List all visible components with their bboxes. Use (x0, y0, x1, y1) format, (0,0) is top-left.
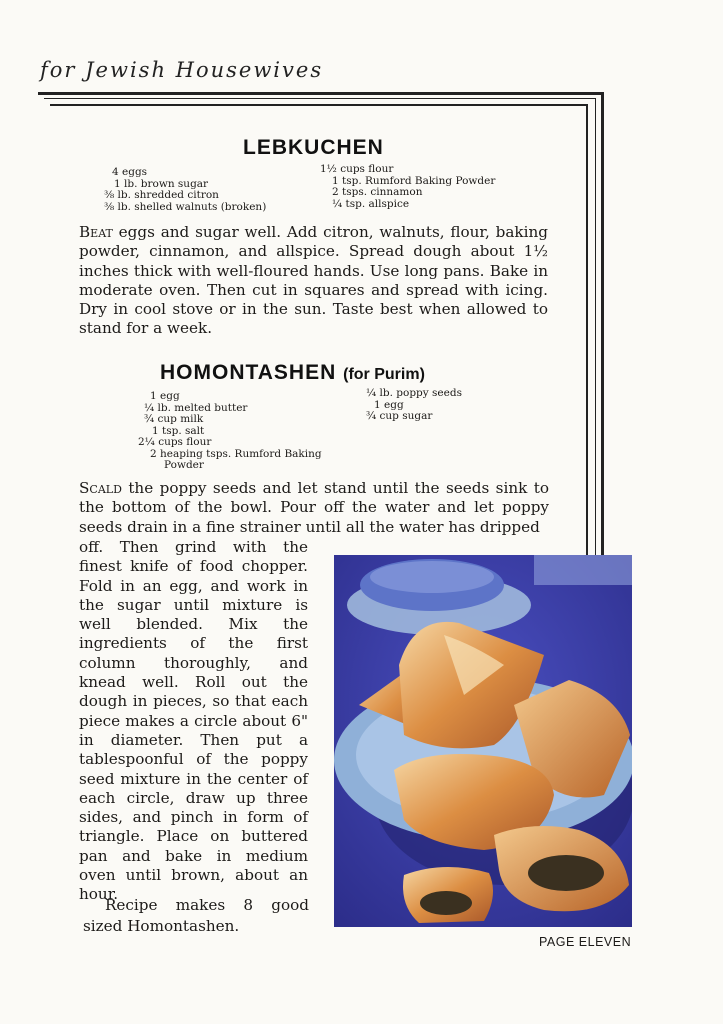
homontashen-subtitle: (for Purim) (343, 366, 425, 383)
lead-word: Scald (79, 479, 122, 497)
lebkuchen-ingredients-right (320, 164, 495, 210)
method-text: the poppy seeds and let stand until the seeds sink to the bottom of the bowl. Pour off the water and let poppy seeds drain in a fine strainer until all the water has dripped (79, 479, 549, 536)
method-text: eggs and sugar well. Add citron, walnuts, flour, baking powder, cinnamon, and allspice. Spread dough about 1½ inches thick with well-floured hands. Use long pans. Bake in moderate oven. Then cut in squares and spread with icing. Dry in cool stove or in the sun. Taste best when allowed to stand for a week. (79, 223, 548, 338)
pastry-plate-illustration (334, 555, 632, 927)
ingredient-line: 2 heaping tsps. Rumford Baking (150, 447, 322, 460)
ingredient-line: ⅜ lb. shelled walnuts (broken) (104, 200, 267, 213)
ingredient-line: 1 egg (374, 398, 404, 411)
ingredient-line: 1½ cups flour (320, 163, 394, 175)
ingredient-line: ¼ tsp. allspice (332, 197, 410, 210)
ingredient-line: 1 tsp. salt (152, 424, 205, 437)
homontashen-method-wide (79, 479, 549, 537)
ingredient-line: ¼ lb. melted butter (144, 401, 248, 414)
ingredient-line: 2¼ cups flour (138, 436, 212, 448)
ingredient-line: ¾ cup milk (144, 413, 204, 425)
ingredient-line: 1 egg (150, 390, 180, 402)
ingredient-line: 1 tsp. Rumford Baking Powder (332, 174, 496, 187)
ingredient-line: 4 eggs (112, 166, 148, 178)
yield-text: Recipe makes 8 good sized Homontashen. (83, 896, 309, 935)
ingredient-line: 1 lb. brown sugar (114, 177, 209, 190)
ingredient-line: ¼ lb. poppy seeds (366, 387, 462, 399)
ingredient-line: ⅜ lb. shredded citron (104, 189, 219, 201)
homontashen-ingredients-right (366, 388, 462, 423)
homontashen-title (160, 361, 425, 385)
ingredient-line: Powder (164, 459, 204, 471)
ingredient-line: ¾ cup sugar (366, 410, 433, 422)
lebkuchen-title: LEBKUCHEN (243, 136, 384, 159)
lebkuchen-method (79, 223, 548, 339)
recipe-yield (83, 895, 309, 937)
page-number: PAGE ELEVEN (539, 935, 632, 949)
ingredient-line: 2 tsps. cinnamon (332, 186, 423, 198)
page-header: for Jewish Housewives (40, 58, 324, 82)
homontashen-method-narrow: off. Then grind with the finest knife of food chopper. Fold in an egg, and work in the sugar until mixture is well blended. Mix the ingredients of the first column thoroughly, and knead well. Roll out the dough in pieces, so that each piece makes a circle about 6" in diameter. Then put a tablespoonful of the poppy seed mixture in the center of each circle, draw up three sides, and pinch in form of triangle. Place on buttered pan and bake in medium oven until brown, about an hour. (79, 538, 308, 904)
homontashen-photo (334, 555, 632, 927)
lead-word: Beat (79, 223, 113, 241)
lebkuchen-ingredients-left (104, 167, 266, 213)
homontashen-title-text: HOMONTASHEN (160, 361, 337, 384)
homontashen-ingredients-left (138, 391, 322, 472)
